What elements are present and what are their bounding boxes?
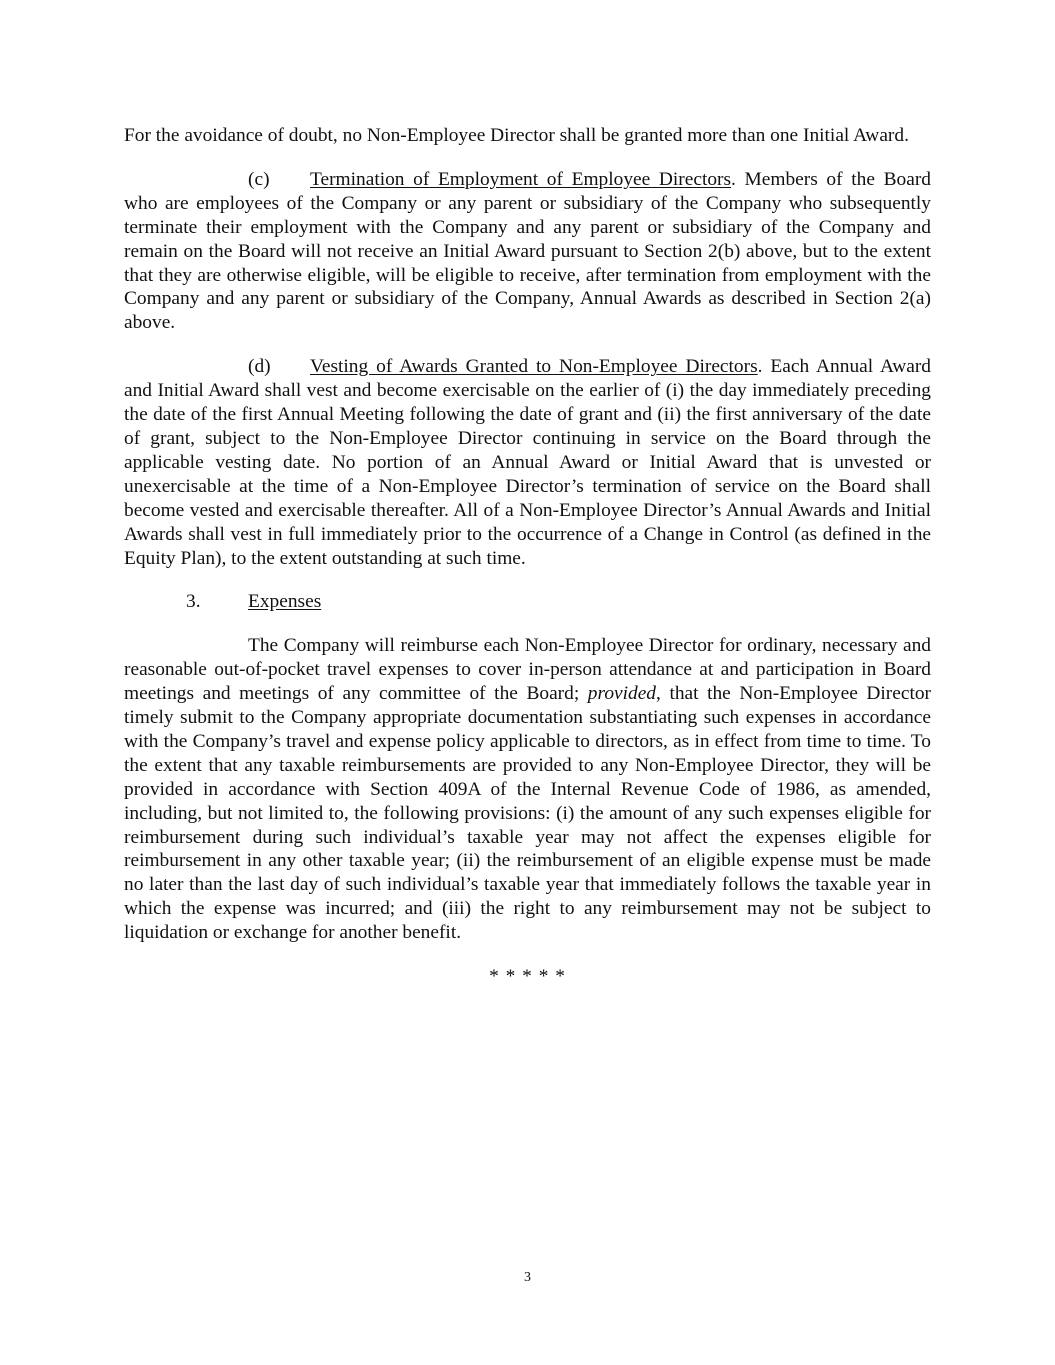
section-2d-label: (d) bbox=[248, 356, 271, 378]
paragraph-initial-award-note bbox=[124, 124, 931, 148]
section-3-body-part2: , that the Non-Employee Director timely submit to the Company appropriate documentation substantiating such expenses in accordance with the Company’s travel and expense policy applicable to directors, as in effect from time to time. To the extent that any taxable reimbursements are provided to any Non-Employee Director, they will be provided in accordance with Section 409A of the Internal Revenue Code of 1986, as amended, including, but not limited to, the following provisions: (i) the amount of any such expenses eligible for reimbursement during such individual’s taxable year may not affect the expenses eligible for reimbursement in any other taxable year; (ii) the reimbursement of an eligible expense must be made no later than the last day of such individual’s taxable year that immediately follows the taxable year in which the expense was incurred; and (iii) the right to any reimbursement may not be subject to liquidation or exchange for another benefit. bbox=[124, 683, 931, 944]
section-3-number: 3. bbox=[186, 591, 201, 613]
paragraph-gap bbox=[124, 148, 931, 168]
document-page bbox=[124, 124, 931, 989]
section-2c-label: (c) bbox=[248, 168, 270, 190]
paragraph-section-3-expenses bbox=[124, 634, 931, 945]
paragraph-gap bbox=[124, 335, 931, 355]
paragraph-section-2d bbox=[124, 355, 931, 570]
section-2d-body: . Each Annual Award and Initial Award shall vest and become exercisable on the earlier of (i) the day immediately preceding the date of the first Annual Meeting following the date of grant and (ii) the first anniversary of the date of grant, subject to the Non-Employee Director continuing in service on the Board through the applicable vesting date. No portion of an Annual Award or Initial Award that is unvested or unexercisable at the time of a Non-Employee Director’s termination of service on the Board shall become vested and exercisable thereafter. All of a Non-Employee Director’s Annual Awards and Initial Awards shall vest in full immediately prior to the occurrence of a Change in Control (as defined in the Equity Plan), to the extent outstanding at such time. bbox=[124, 356, 931, 569]
paragraph-section-2c bbox=[124, 168, 931, 335]
section-3-body-part1: The Company will reimburse each Non-Employee Director for ordinary, necessary and reasonable out-of-pocket travel expenses to cover in-person attendance at and participation in Board meetings and meetings of any committee of the Board; bbox=[124, 635, 931, 705]
section-2c-title: Termination of Employment of Employee Directors bbox=[310, 168, 732, 190]
section-3-title: Expenses bbox=[248, 591, 322, 613]
section-3-heading bbox=[124, 590, 931, 614]
page-number: 3 bbox=[524, 1270, 531, 1285]
end-of-section-stars: * * * * * bbox=[489, 966, 566, 988]
paragraph-gap bbox=[124, 945, 931, 965]
paragraph-gap bbox=[124, 614, 931, 634]
paragraph-gap bbox=[124, 570, 931, 590]
paragraph-text: For the avoidance of doubt, no Non-Employee Director shall be granted more than one Initial Award. bbox=[124, 125, 909, 146]
section-2c-body: . Members of the Board who are employees of the Company or any parent or subsidiary of the Company who subsequently terminate their employment with the Company and any parent or subsidiary of the Company and remain on the Board will not receive an Initial Award pursuant to Section 2(b) above, but to the extent that they are otherwise eligible, will be eligible to receive, after termination from employment with the Company and any parent or subsidiary of the Company, Annual Awards as described in Section 2(a) above. bbox=[124, 168, 931, 334]
section-2d-title: Vesting of Awards Granted to Non-Employee Directors bbox=[310, 356, 758, 378]
section-3-body-italic: provided bbox=[587, 683, 657, 705]
